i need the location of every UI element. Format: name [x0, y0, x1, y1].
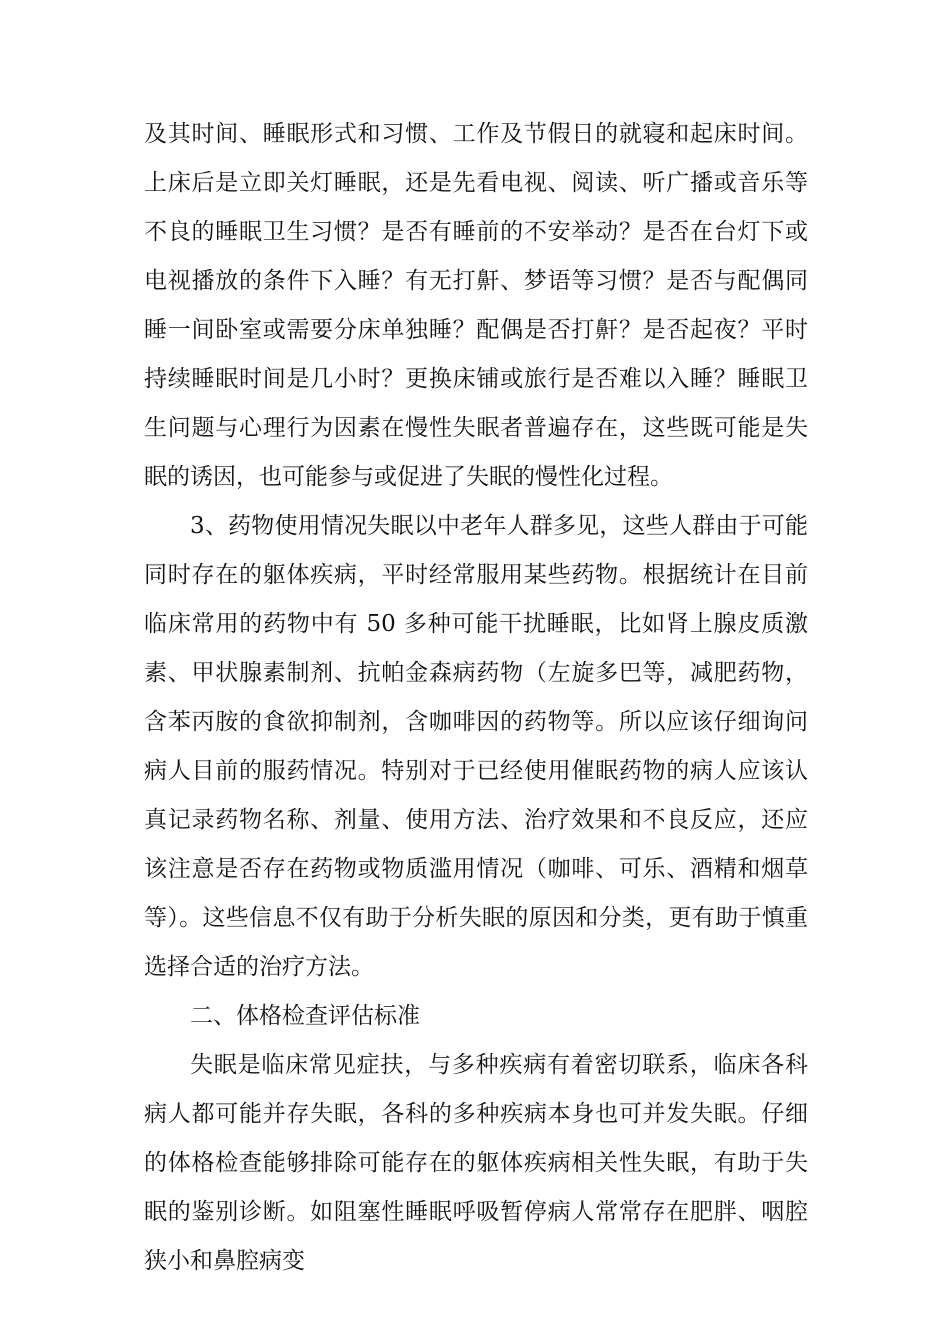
- document-body: [144, 110, 808, 1286]
- paragraph-sleep-habits: 及其时间、睡眠形式和习惯、工作及节假日的就寝和起床时间。上床后是立即关灯睡眠，还是先看电视、阅读、听广播或音乐等不良的睡眠卫生习惯？是否有睡前的不安举动？是否在台灯下或电视播放的条件下入睡？有无打鼾、梦语等习惯？是否与配偶同睡一间卧室或需要分床单独睡？配偶是否打鼾？是否起夜？平时持续睡眠时间是几小时？更换床铺或旅行是否难以入睡？睡眠卫生问题与心理行为因素在慢性失眠者普遍存在，这些既可能是失眠的诱因，也可能参与或促进了失眠的慢性化过程。: [144, 121, 808, 490]
- section-heading: 二、体格检查评估标准: [190, 1003, 420, 1029]
- paragraph-medication-use: 3、药物使用情况失眠以中老年人群多见，这些人群由于可能同时存在的躯体疾病，平时经常服用某些药物。根据统计在目前临床常用的药物中有 50 多种可能干扰睡眠，比如肾上腺皮质激素、甲状腺素制剂、抗帕金森病药物（左旋多巴等，减肥药物，含苯丙胺的食欲抑制剂，含咖啡因的药物等。所以应该仔细询问病人目前的服药情况。特别对于已经使用催眠药物的病人应该认真记录药物名称、剂量、使用方法、治疗效果和不良反应，还应该注意是否存在药物或物质滥用情况（咖啡、可乐、酒精和烟草等）。这些信息不仅有助于分析失眠的原因和分类，更有助于慎重选择合适的治疗方法。: [144, 513, 808, 980]
- paragraph-physical-exam: 失眠是临床常见症扶，与多种疾病有着密切联系，临床各科病人都可能并存失眠，各科的多种疾病本身也可并发失眠。仔细的体格检查能够排除可能存在的躯体疾病相关性失眠，有助于失眠的鉴别诊断。如阻塞性睡眠呼吸暂停病人常常存在肥胖、咽腔狭小和鼻腔病变: [144, 1052, 808, 1274]
